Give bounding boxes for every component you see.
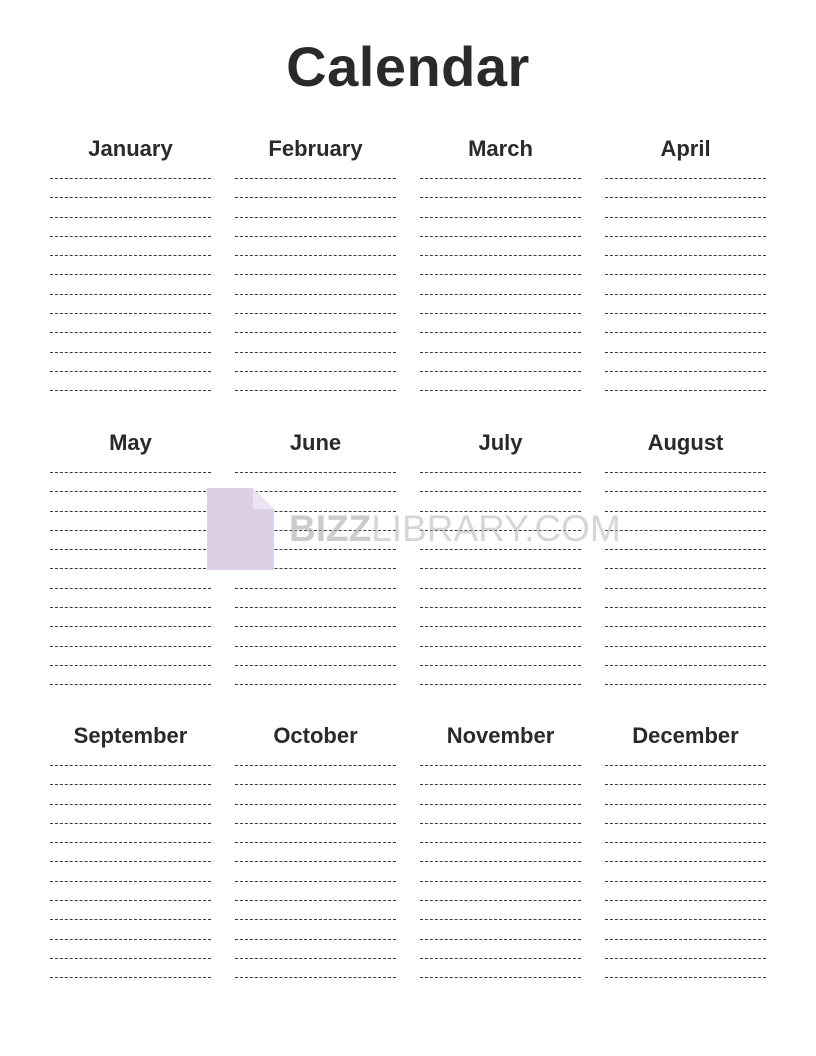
writing-line[interactable] <box>50 332 211 333</box>
writing-line[interactable] <box>420 881 581 882</box>
writing-line[interactable] <box>235 588 396 589</box>
writing-line[interactable] <box>235 255 396 256</box>
month-block-april <box>605 135 766 391</box>
writing-lines <box>235 765 396 978</box>
writing-line[interactable] <box>420 178 581 179</box>
writing-line[interactable] <box>420 939 581 940</box>
writing-line[interactable] <box>420 900 581 901</box>
writing-line[interactable] <box>50 684 211 685</box>
writing-line[interactable] <box>420 197 581 198</box>
month-name: September <box>73 723 188 748</box>
writing-line[interactable] <box>50 665 211 666</box>
writing-line[interactable] <box>235 390 396 391</box>
writing-line[interactable] <box>235 549 396 550</box>
writing-line[interactable] <box>420 294 581 295</box>
writing-line[interactable] <box>605 646 766 647</box>
month-block-february <box>235 135 396 391</box>
writing-line[interactable] <box>50 765 211 766</box>
month-name: May <box>109 430 152 455</box>
writing-line[interactable] <box>420 217 581 218</box>
writing-line[interactable] <box>235 684 396 685</box>
month-name: January <box>88 136 173 161</box>
writing-line[interactable] <box>50 607 211 608</box>
writing-line[interactable] <box>50 861 211 862</box>
writing-line[interactable] <box>235 472 396 473</box>
month-name: November <box>446 723 555 748</box>
writing-line[interactable] <box>235 491 396 492</box>
writing-line[interactable] <box>50 549 211 550</box>
writing-line[interactable] <box>235 977 396 978</box>
writing-line[interactable] <box>420 472 581 473</box>
writing-line[interactable] <box>420 823 581 824</box>
month-block-august <box>605 429 766 685</box>
writing-line[interactable] <box>50 784 211 785</box>
writing-line[interactable] <box>235 294 396 295</box>
writing-line[interactable] <box>420 842 581 843</box>
month-block-october <box>235 722 396 978</box>
writing-line[interactable] <box>235 217 396 218</box>
month-name: July <box>478 430 523 455</box>
writing-line[interactable] <box>605 804 766 805</box>
writing-line[interactable] <box>605 274 766 275</box>
writing-line[interactable] <box>235 371 396 372</box>
writing-line[interactable] <box>50 390 211 391</box>
writing-lines <box>605 472 766 685</box>
writing-line[interactable] <box>420 568 581 569</box>
writing-line[interactable] <box>235 665 396 666</box>
writing-line[interactable] <box>235 646 396 647</box>
writing-line[interactable] <box>235 607 396 608</box>
writing-line[interactable] <box>50 255 211 256</box>
writing-line[interactable] <box>605 549 766 550</box>
writing-line[interactable] <box>420 313 581 314</box>
writing-line[interactable] <box>235 313 396 314</box>
writing-line[interactable] <box>235 178 396 179</box>
writing-line[interactable] <box>50 804 211 805</box>
writing-line[interactable] <box>605 472 766 473</box>
writing-line[interactable] <box>50 958 211 959</box>
month-block-september <box>50 722 211 978</box>
writing-line[interactable] <box>420 371 581 372</box>
writing-line[interactable] <box>605 919 766 920</box>
writing-line[interactable] <box>605 861 766 862</box>
writing-lines <box>420 472 581 685</box>
writing-line[interactable] <box>420 646 581 647</box>
writing-line[interactable] <box>50 371 211 372</box>
writing-lines <box>605 178 766 391</box>
writing-line[interactable] <box>50 939 211 940</box>
writing-line[interactable] <box>235 568 396 569</box>
writing-line[interactable] <box>50 626 211 627</box>
writing-line[interactable] <box>420 274 581 275</box>
writing-line[interactable] <box>50 646 211 647</box>
writing-line[interactable] <box>605 784 766 785</box>
writing-line[interactable] <box>420 684 581 685</box>
writing-line[interactable] <box>420 919 581 920</box>
writing-line[interactable] <box>235 784 396 785</box>
writing-lines <box>420 765 581 978</box>
writing-line[interactable] <box>50 294 211 295</box>
month-block-january <box>50 135 211 391</box>
writing-line[interactable] <box>420 530 581 531</box>
writing-line[interactable] <box>605 236 766 237</box>
writing-line[interactable] <box>605 352 766 353</box>
writing-line[interactable] <box>420 491 581 492</box>
month-block-december <box>605 722 766 978</box>
writing-line[interactable] <box>235 881 396 882</box>
writing-line[interactable] <box>235 861 396 862</box>
writing-line[interactable] <box>605 607 766 608</box>
writing-line[interactable] <box>605 939 766 940</box>
writing-line[interactable] <box>605 626 766 627</box>
writing-line[interactable] <box>420 958 581 959</box>
writing-line[interactable] <box>420 588 581 589</box>
writing-line[interactable] <box>50 588 211 589</box>
writing-line[interactable] <box>235 352 396 353</box>
writing-line[interactable] <box>50 568 211 569</box>
writing-line[interactable] <box>50 823 211 824</box>
writing-lines <box>50 472 211 685</box>
month-name: March <box>468 136 533 161</box>
writing-line[interactable] <box>50 881 211 882</box>
page-title: Calendar <box>286 35 530 98</box>
writing-line[interactable] <box>50 313 211 314</box>
writing-line[interactable] <box>605 842 766 843</box>
writing-lines <box>50 765 211 978</box>
writing-line[interactable] <box>235 765 396 766</box>
month-name: October <box>273 723 358 748</box>
writing-line[interactable] <box>605 684 766 685</box>
month-block-march <box>420 135 581 391</box>
writing-line[interactable] <box>605 665 766 666</box>
writing-line[interactable] <box>605 313 766 314</box>
writing-line[interactable] <box>605 958 766 959</box>
writing-line[interactable] <box>50 217 211 218</box>
watermark-domain: LIBRARY.COM <box>371 508 621 549</box>
writing-line[interactable] <box>420 607 581 608</box>
writing-line[interactable] <box>605 568 766 569</box>
watermark-brand: BIZZ <box>289 508 372 549</box>
writing-line[interactable] <box>235 530 396 531</box>
writing-line[interactable] <box>605 511 766 512</box>
writing-line[interactable] <box>235 626 396 627</box>
writing-line[interactable] <box>420 861 581 862</box>
writing-line[interactable] <box>605 881 766 882</box>
writing-lines <box>235 178 396 391</box>
writing-line[interactable] <box>50 236 211 237</box>
writing-line[interactable] <box>50 842 211 843</box>
writing-line[interactable] <box>50 472 211 473</box>
writing-line[interactable] <box>235 939 396 940</box>
writing-line[interactable] <box>605 977 766 978</box>
writing-line[interactable] <box>605 900 766 901</box>
writing-line[interactable] <box>50 197 211 198</box>
writing-line[interactable] <box>605 491 766 492</box>
month-block-november <box>420 722 581 978</box>
writing-line[interactable] <box>235 919 396 920</box>
writing-lines <box>605 765 766 978</box>
writing-line[interactable] <box>605 530 766 531</box>
writing-line[interactable] <box>420 804 581 805</box>
month-name: April <box>660 136 711 161</box>
writing-line[interactable] <box>605 371 766 372</box>
writing-line[interactable] <box>235 823 396 824</box>
month-block-may <box>50 429 211 685</box>
month-block-june <box>235 429 396 685</box>
writing-line[interactable] <box>50 919 211 920</box>
writing-line[interactable] <box>50 178 211 179</box>
writing-line[interactable] <box>50 530 211 531</box>
writing-lines <box>235 472 396 685</box>
writing-line[interactable] <box>420 332 581 333</box>
writing-line[interactable] <box>235 274 396 275</box>
writing-line[interactable] <box>605 390 766 391</box>
writing-line[interactable] <box>50 511 211 512</box>
writing-line[interactable] <box>605 765 766 766</box>
writing-line[interactable] <box>50 900 211 901</box>
writing-line[interactable] <box>235 511 396 512</box>
month-name: June <box>289 430 342 455</box>
writing-line[interactable] <box>50 977 211 978</box>
writing-line[interactable] <box>235 842 396 843</box>
writing-lines <box>420 178 581 391</box>
writing-line[interactable] <box>235 332 396 333</box>
writing-line[interactable] <box>605 588 766 589</box>
writing-line[interactable] <box>420 549 581 550</box>
writing-line[interactable] <box>420 236 581 237</box>
writing-line[interactable] <box>50 491 211 492</box>
writing-line[interactable] <box>605 217 766 218</box>
writing-line[interactable] <box>420 626 581 627</box>
writing-line[interactable] <box>420 511 581 512</box>
writing-line[interactable] <box>605 197 766 198</box>
writing-line[interactable] <box>50 274 211 275</box>
writing-line[interactable] <box>50 352 211 353</box>
writing-line[interactable] <box>420 784 581 785</box>
writing-line[interactable] <box>420 665 581 666</box>
writing-line[interactable] <box>420 352 581 353</box>
writing-line[interactable] <box>605 294 766 295</box>
writing-line[interactable] <box>605 823 766 824</box>
writing-line[interactable] <box>235 804 396 805</box>
writing-line[interactable] <box>235 236 396 237</box>
writing-line[interactable] <box>420 390 581 391</box>
month-name: February <box>268 136 363 161</box>
writing-line[interactable] <box>605 332 766 333</box>
month-name: December <box>632 723 739 748</box>
writing-line[interactable] <box>420 255 581 256</box>
writing-lines <box>50 178 211 391</box>
writing-line[interactable] <box>605 178 766 179</box>
writing-line[interactable] <box>235 958 396 959</box>
writing-line[interactable] <box>605 255 766 256</box>
writing-line[interactable] <box>420 765 581 766</box>
writing-line[interactable] <box>235 900 396 901</box>
month-name: August <box>647 430 724 455</box>
month-block-july <box>420 429 581 685</box>
writing-line[interactable] <box>420 977 581 978</box>
writing-line[interactable] <box>235 197 396 198</box>
